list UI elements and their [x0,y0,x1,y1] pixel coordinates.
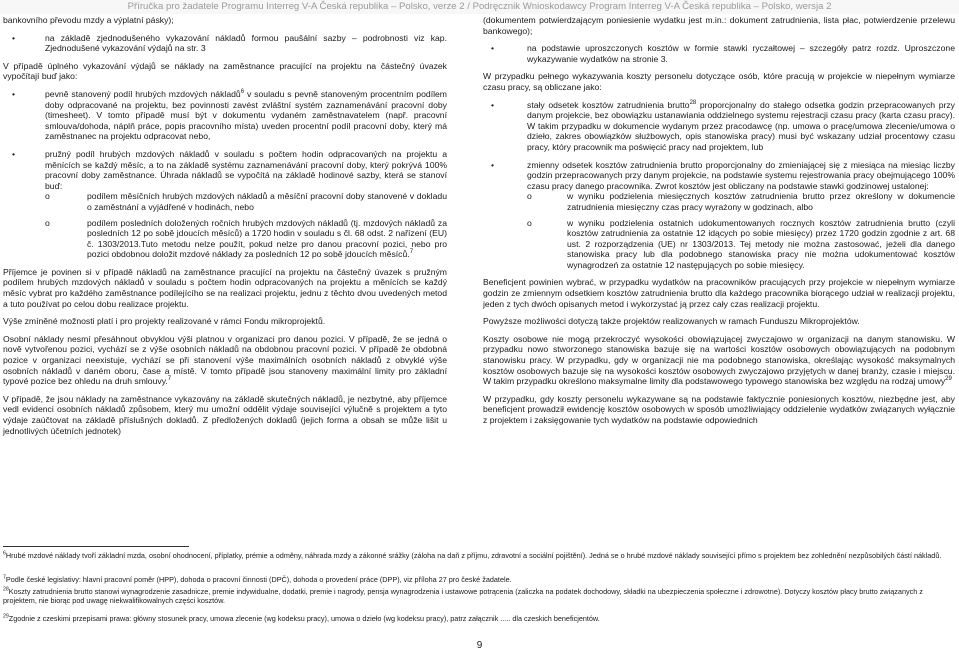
bullet-text: pevně stanovený podíl hrubých mzdových nákladů [45,88,241,99]
footnote-text: Koszty zatrudnienia brutto stanowi wynagrodzenie zasadnicze, premie indywidualne, dodatki, premie i nagrody, pensja wynagrodzenia i ustawowe potrącenia (zaliczka na podatek dochodowy, składki na ubezpieczenia społeczne i zdrowotne). Dotyczy kosztów płacy brutto związanych z projektem, nie biorąc pod uwagę niekwalifikowalnych części kosztów. [3,587,923,606]
paragraph [483,334,955,387]
footnote-text: Podle české legislativy: hlavní pracovní poměr (HPP), dohoda o pracovní činnosti (DPČ), dohoda o provedení práce (DPP), viz příloha 27 pro české žadatele. [5,575,512,584]
header-text: Příručka pro žadatele Programu Interreg V-A Česká republika – Polsko, verze 2 / Podręcznik Wnioskodawcy Program Interreg V-A Česká republika – Polsko, wersja 2 [127,1,832,12]
bullet-text-cont: v souladu s pevně stanoveným procentním podílem doby odpracované na projektu, bez povinnosti zavést zvláštní systém zaznamenávání pracovní doby (timesheet). V tomto případě musí být v dokumentu vydaném zaměstnavatelem (např. pracovní smlouva/dohoda, náplň práce, popis pracovního místa) uveden procentní podíl pracovní doby, který má zaměstnanec na projektu odpracovat nebo, [45,88,447,142]
polish-column [483,15,955,433]
paragraph: Beneficjent powinien wybrać, w przypadku wydatków na pracowników pracujących przy projekcie w niepełnym wymiarze godzin ze zmiennym odsetkiem kosztów zatrudnienia brutto dla każdego pracownika biorącego udział w realizacji projektu, jeden z tych dwóch opisanych metod i wykorzystać ją przez cały czas realizacji projektu. [483,277,955,309]
czech-column [3,15,447,443]
sub-item [527,218,955,271]
paragraph: V případě, že jsou náklady na zaměstnance vykazovány na základě skutečných nákladů, je nezbytné, aby příjemce vedl evidenci osobních nákladů způsobem, který mu umožní oddělit výdaje související výlučně s projektem a tyto výdaje zaúčtovat na základě příslušných dokladů. Z předložených dokladů (jejich forma a obsah se může lišit u jednotlivých účetních jednotek) [3,393,447,436]
sub-text: w wyniku podzielenia ostatnich udokumentowanych rocznych kosztów zatrudnienia brutto (czyli kosztów zatrudnienia za ostatnie 12 idących po sobie miesięcy) przez 1720 godzin zgodnie z art. 68 ust. 2 rozporządzenia (UE) nr 1303/2013. Tej metody nie można zastosować, jeżeli dla danego stanowiska pracy lub dla podobnego stanowiska pracy nie można udokumentować kosztów wynagrodzeń za ostatnie 12 następujących po sobie miesięcy. [567,217,955,270]
footnote-ref: 29 [945,376,952,383]
bullet-text: zmienny odsetek kosztów zatrudnienia brutto proporcjonalny do zmieniającej się z miesiąca na miesiąc liczby godzin przepracowanych przy danym projekcie, na podstawie systemu rejestrowania pracy obejmującego 100% czasu pracy danego pracownika. Zwrot kosztów jest obliczany na podstawie stawki godzinowej ustalonej: [527,159,955,191]
footnote-text: Hrubé mzdové náklady tvoří základní mzda, osobní ohodnocení, příplatky, prémie a odměny, náhrada mzdy a zákonné srážky (záloha na daň z příjmu, zdravotní a sociální pojištění). Jedná se o hrubé mzdové náklady související přímo s projektem bez zohlednění nezpůsobilých částí nákladů. [5,551,942,560]
bullet-item [3,89,447,142]
bullet-dot: • [12,32,16,43]
paragraph [3,334,447,387]
sub-text: podílem měsíčních hrubých mzdových nákladů a měsíční pracovní doby stanovené v dokladu o zaměstnání a vyjádřené v hodinách, nebo [87,191,447,212]
sub-item [45,191,447,212]
footnote-number: 28 [3,586,9,593]
bullet-text: stały odsetek kosztów zatrudnienia brutto [527,99,690,110]
footnote [3,551,953,560]
footnote-divider [3,546,189,547]
page-header [0,0,959,14]
footnote-number: 29 [3,613,9,620]
footnote-ref: 28 [689,99,697,106]
bullet-text-cont: proporcjonalny do stałego odsetka godzin przepracowanych przy danym projekcie, bez obowiązku ustanawiania oddzielnego systemu rejestracji czasu pracy (karta czasu pracy). W takim przypadku w dokumencie wydanym przez pracodawcę (np. umowa o pracę/umowa zlecenie/umowa o dzieło, zakres obowiązków służbowych, opis stanowiska pracy) musi być wskazany udział procentowy czasu pracy, który pracownik ma poświęcić pracy nad projektem, lub [527,99,955,152]
paragraph: Příjemce je povinen si v případě nákladů na zaměstnance pracující na projektu na částečný úvazek s pružným podílem hrubých mzdových nákladů v souladu s počtem hodin odpracovaných na projektu a měnících se každý měsíc vybrat pro každého zaměstnance podílejícího se na realizaci projektu, jednu z těchto dvou uvedených metod a tuto používat po celou dobu realizace projektu. [3,266,447,309]
page-number: 9 [476,640,483,651]
bullet-item [483,43,955,64]
paragraph-fragment: (dokumentem potwierdzającym poniesienie wydatku jest m.in.: dokument zatrudnienia, lista płac, potwierdzenie przelewu bankowego); [483,15,955,36]
footnote [3,614,953,623]
bullet-dot: • [12,88,16,99]
footnote-ref: 6 [240,89,245,96]
paragraph: Výše zmíněné možnosti platí i pro projekty realizované v rámci Fondu mikroprojektů. [3,316,326,327]
sub-marker: o [45,217,50,228]
sub-text: w wyniku podzielenia miesięcznych kosztów zatrudnienia brutto przez określony w dokumencie zatrudnienia miesięczny czas pracy wyrażony w godzinach, albo [567,191,955,212]
sub-marker: o [527,217,532,228]
footnote-ref: 7 [167,376,172,383]
bullet-item [483,160,955,271]
bullet-text: na podstawie uproszczonych kosztów w formie stawki ryczałtowej – szczegóły patrz rozdz. Uproszczone wykazywanie wydatków na stronie 3. [527,43,955,64]
paragraph: Powyższe możliwości dotyczą także projektów realizowanych w ramach Funduszu Mikroprojektów. [483,316,860,327]
sub-item [527,191,955,212]
bullet-dot: • [491,99,495,110]
bullet-item [483,100,955,153]
footnote-number: 7 [3,574,6,581]
paragraph-fragment: bankovního převodu mzdy a výplatní pásky); [3,15,174,25]
paragraph: W przypadku, gdy koszty personelu wykazywane są na podstawie faktycznie poniesionych kosztów, niezbędne jest, aby beneficjent prowadził ewidencję kosztów osobowych w sposób umożliwiający oddzielenie wydatków związanych wyłącznie z projektem i zaksięgowanie tych wydatków na podstawie odpowiednich [483,393,955,425]
footnote-number: 6 [3,550,6,557]
sub-text: podílem posledních doložených ročních hrubých mzdových nákladů (tj. mzdových nákladů za posledních 12 po sobě jdoucích měsíců) a 1720 hodin v souladu s čl. 68 odst. 2 nařízení (EU) č. 1303/2013.Tuto metodu nelze použít, pokud nelze pro danou pracovní pozici, nebo pro pozici obdobnou doložit mzdové náklady za posledních 12 po sobě jdoucích měsíců. [87,217,447,260]
intro-paragraph: W przypadku pełnego wykazywania koszty personelu dotyczące osób, które pracują w projekcie w niepełnym wymiarze czasu pracy, są obliczane jako: [483,71,955,92]
footnote-text: Zgodnie z czeskimi przepisami prawa: główny stosunek pracy, umowa zlecenie (wg kodeksu pracy), umowa o dzieło (wg kodeksu pracy), patrz załącznik ..... dla czeskich beneficjentów. [8,614,600,623]
paragraph-text: Koszty osobowe nie mogą przekroczyć wysokości obowiązującej zwyczajowo w organizacji na danym stanowisku. W przypadku nowo stworzonego stanowiska bazuje się na wartości kosztów osobowych obowiązujących na podobnym stanowisku pracy. W przypadku, gdy w organizacji nie ma podobnego stanowiska, określając wysokość maksymalnych kosztów osobowych bazuje się na wysokości kosztów osobowych zwyczajowo przyjętych w danej branży, czasie i miejscu. W takim przypadku określono maksymalne limity dla podstawowego typowego stanowiska bez względu na rodzaj umowy [483,333,955,387]
footnote [3,587,953,606]
intro-paragraph: V případě úplného vykazování výdajů se náklady na zaměstnance pracující na projektu na částečný úvazek vypočítají buď jako: [3,60,447,82]
bullet-text: na základě zjednodušeného vykazování nákladů formou paušální sazby – podrobnosti viz kap. Zjednodušené vykazování výdajů na str. 3 [45,32,447,54]
sub-item [45,218,447,260]
bullet-text: pružný podíl hrubých mzdových nákladů v souladu s počtem hodin odpracovaných na projektu a měnících se každý měsíc, a to na základě systému zaznamenávání pracovní doby, který pokrývá 100% pracovní doby zaměstnance. Úhrada nákladů se vypočítá na základě hodinové sazby, která se stanoví buď: [45,148,447,191]
bullet-item [3,149,447,260]
bullet-dot: • [491,43,495,54]
bullet-dot: • [491,159,495,170]
sub-marker: o [527,191,532,202]
sub-marker: o [45,191,50,202]
bullet-item [3,33,447,54]
footnote-ref: 7 [409,249,414,256]
paragraph-text: Osobní náklady nesmí přesáhnout obvyklou výši platnou v organizaci pro danou pozici. V případě, že se jedná o nově vytvořenou pozici, vychází se z výše osobních nákladů na obdobnou pracovní pozici. V případě že obdobná pozice v organizaci neexistuje, vychází se při stanovení výše maximálních osobních nákladů z obvyklé výše osobních nákladů v daném oboru, čase a místě. V tomto případě jsou stanoveny maximální limity pro základní typové pozice bez ohledu na druh smlouvy. [3,333,447,387]
footnote [3,575,953,584]
bullet-dot: • [12,148,16,159]
